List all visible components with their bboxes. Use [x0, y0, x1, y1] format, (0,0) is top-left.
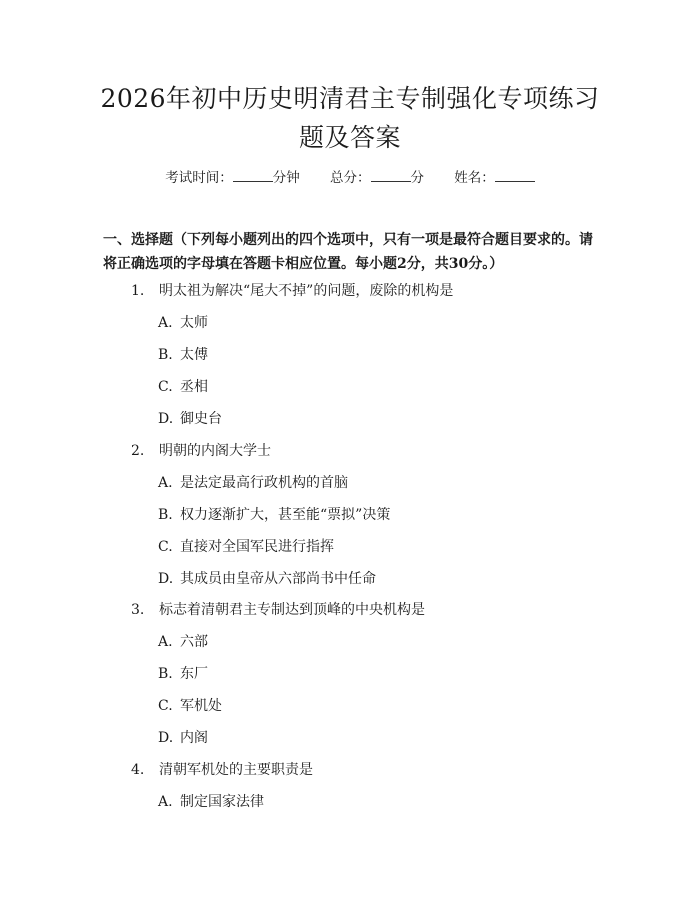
option-1b [158, 345, 208, 365]
option-letter: A. [158, 794, 173, 810]
option-text: 御史台 [180, 411, 222, 427]
option-letter: B. [158, 507, 173, 523]
question-text: 明朝的内阁大学士 [159, 443, 271, 459]
option-text: 丞相 [180, 379, 208, 395]
document-title-line-2: 题及答案 [298, 123, 401, 152]
option-3c [158, 696, 222, 716]
option-1d [158, 409, 222, 429]
option-2d [158, 569, 376, 589]
question-2 [131, 441, 271, 461]
option-3a [158, 632, 208, 652]
question-text: 标志着清朝君主专制达到顶峰的中央机构是 [159, 602, 425, 618]
question-text: 明太祖为解决“尾大不掉”的问题，废除的机构是 [159, 283, 454, 299]
total-score-label: 总分： [330, 170, 371, 186]
question-4 [131, 760, 313, 780]
option-text: 东厂 [180, 666, 208, 682]
option-text: 六部 [180, 634, 208, 650]
option-text: 其成员由皇帝从六部尚书中任命 [180, 571, 376, 587]
option-text: 太傅 [180, 347, 208, 363]
question-1 [131, 281, 453, 301]
option-letter: D. [158, 411, 174, 427]
option-4a [158, 792, 264, 812]
question-text: 清朝军机处的主要职责是 [159, 762, 313, 778]
option-1a [158, 313, 208, 333]
option-letter: B. [158, 347, 173, 363]
option-text: 内阁 [180, 730, 208, 746]
option-text: 是法定最高行政机构的首脑 [180, 475, 348, 491]
option-1c [158, 377, 208, 397]
option-letter: A. [158, 315, 173, 331]
option-3b [158, 664, 208, 684]
option-letter: C. [158, 379, 173, 395]
option-letter: A. [158, 475, 173, 491]
exam-meta-info [0, 166, 700, 186]
document-title-line-1: 2026年初中历史明清君主专制强化专项练习 [100, 84, 600, 113]
exam-time-label: 考试时间： [165, 170, 233, 186]
total-score-field [330, 166, 424, 186]
student-name-label: 姓名： [454, 170, 495, 186]
option-letter: B. [158, 666, 173, 682]
student-name-blank [495, 170, 535, 182]
option-letter: C. [158, 539, 173, 555]
option-2a [158, 473, 348, 493]
option-letter: D. [158, 571, 174, 587]
exam-time-blank [233, 170, 273, 182]
section-heading: 一、选择题（下列每小题列出的四个选项中，只有一项是最符合题目要求的。请将正确选项的字母填在答题卡相应位置。每小题2分，共30分。） [103, 232, 593, 272]
question-number: 1. [131, 283, 145, 299]
question-3 [131, 600, 425, 620]
option-text: 权力逐渐扩大，甚至能“票拟”决策 [180, 507, 391, 523]
total-score-blank [371, 170, 411, 182]
option-text: 军机处 [180, 698, 222, 714]
option-text: 太师 [180, 315, 208, 331]
question-number: 3. [131, 602, 145, 618]
option-letter: C. [158, 698, 173, 714]
option-2b [158, 505, 390, 525]
student-name-field [454, 166, 535, 186]
option-letter: D. [158, 730, 174, 746]
question-number: 4. [131, 762, 145, 778]
option-3d [158, 728, 208, 748]
exam-time-unit: 分钟 [272, 170, 300, 186]
exam-time-field [165, 166, 300, 186]
option-text: 制定国家法律 [180, 794, 264, 810]
option-2c [158, 537, 334, 557]
option-text: 直接对全国军民进行指挥 [180, 539, 334, 555]
option-letter: A. [158, 634, 173, 650]
question-number: 2. [131, 443, 145, 459]
total-score-unit: 分 [410, 170, 424, 186]
